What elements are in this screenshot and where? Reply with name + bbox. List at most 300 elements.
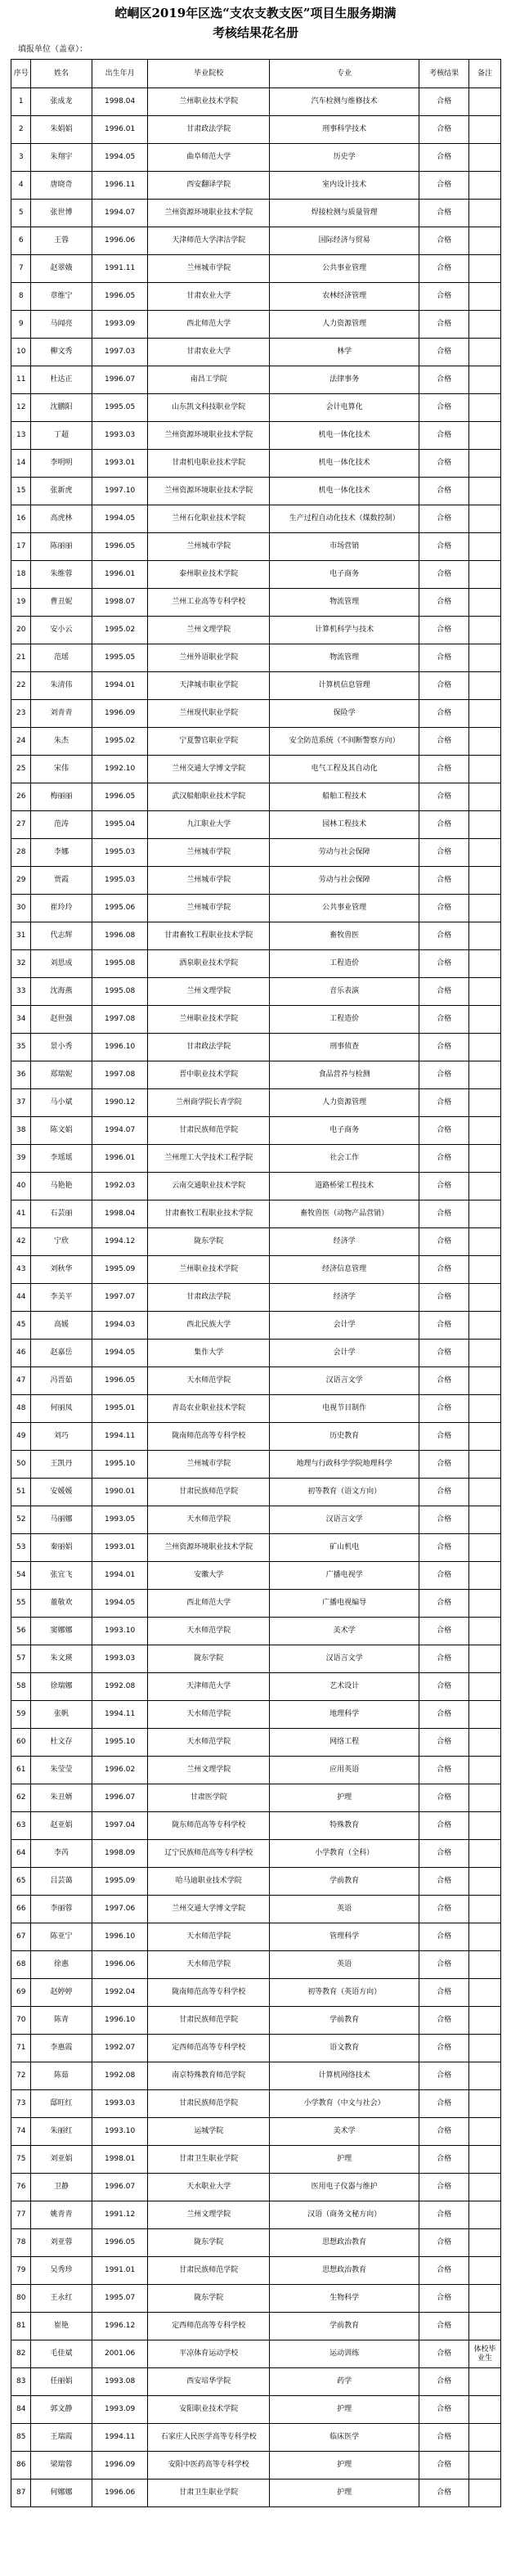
cell-school: 甘肃民族师范学院 (148, 2090, 270, 2118)
cell-major: 矿山机电 (270, 1534, 419, 1562)
cell-major: 园林工程技术 (270, 811, 419, 839)
cell-major: 公共事业管理 (270, 895, 419, 922)
cell-major: 电视节目制作 (270, 1395, 419, 1423)
cell-note (469, 2257, 501, 2285)
cell-note (469, 200, 501, 227)
cell-name: 李丽蓉 (31, 1896, 92, 1923)
cell-major: 经济学 (270, 1228, 419, 1256)
table-row (11, 2201, 501, 2229)
cell-result: 合格 (419, 339, 469, 366)
cell-note (469, 227, 501, 255)
cell-school: 甘肃政法学院 (148, 116, 270, 144)
cell-school: 天津城市职业学院 (148, 672, 270, 700)
cell-birth: 1991.11 (92, 255, 148, 283)
cell-index: 6 (11, 227, 31, 255)
cell-name: 董敬欢 (31, 1590, 92, 1618)
cell-major: 历史学 (270, 144, 419, 172)
cell-major: 国际经济与贸易 (270, 227, 419, 255)
cell-result: 合格 (419, 811, 469, 839)
cell-index: 56 (11, 1618, 31, 1645)
cell-school: 九江职业大学 (148, 811, 270, 839)
table-row (11, 1562, 501, 1590)
cell-name: 赵世强 (31, 1006, 92, 1034)
cell-birth: 1994.01 (92, 672, 148, 700)
cell-name: 沈海燕 (31, 978, 92, 1006)
cell-school: 天水师范学院 (148, 1367, 270, 1395)
cell-school: 安阳中医药高等专科学校 (148, 2452, 270, 2480)
cell-index: 66 (11, 1896, 31, 1923)
table-row (11, 1117, 501, 1145)
cell-note (469, 2285, 501, 2313)
cell-result: 合格 (419, 1173, 469, 1200)
cell-major: 市场营销 (270, 533, 419, 561)
header-major: 专业 (270, 60, 419, 88)
cell-result: 合格 (419, 1340, 469, 1367)
cell-note (469, 2062, 501, 2090)
cell-result: 合格 (419, 1840, 469, 1868)
cell-note (469, 1340, 501, 1367)
table-row (11, 1395, 501, 1423)
cell-name: 沈鹏阳 (31, 394, 92, 422)
cell-school: 兰州资源环境职业技术学院 (148, 200, 270, 227)
table-row (11, 839, 501, 867)
cell-birth: 1997.08 (92, 1006, 148, 1034)
cell-school: 平凉体育运动学校 (148, 2340, 270, 2368)
cell-name: 马闻亮 (31, 311, 92, 339)
cell-result: 合格 (419, 756, 469, 783)
cell-birth: 1996.06 (92, 1951, 148, 1979)
cell-school: 天津师范大学 (148, 1673, 270, 1701)
cell-note (469, 2174, 501, 2201)
cell-school: 甘肃畜牧工程职业技术学院 (148, 1200, 270, 1228)
cell-birth: 1996.06 (92, 227, 148, 255)
cell-school: 兰州文理学院 (148, 978, 270, 1006)
cell-birth: 1994.12 (92, 1228, 148, 1256)
cell-name: 秦丽娟 (31, 1534, 92, 1562)
table-row (11, 1590, 501, 1618)
cell-birth: 1993.03 (92, 422, 148, 450)
cell-index: 82 (11, 2340, 31, 2368)
cell-result: 合格 (419, 1200, 469, 1228)
cell-name: 张新虎 (31, 478, 92, 505)
table-row (11, 1034, 501, 1061)
cell-name: 徐惠 (31, 1951, 92, 1979)
cell-major: 特殊教育 (270, 1812, 419, 1840)
cell-note (469, 394, 501, 422)
cell-note (469, 1006, 501, 1034)
cell-note (469, 2229, 501, 2257)
cell-index: 11 (11, 366, 31, 394)
cell-name: 朱杰 (31, 728, 92, 756)
cell-birth: 1992.10 (92, 756, 148, 783)
cell-result: 合格 (419, 2396, 469, 2424)
cell-birth: 1996.08 (92, 922, 148, 950)
cell-birth: 1992.03 (92, 1173, 148, 1200)
cell-name: 丁超 (31, 422, 92, 450)
cell-school: 泰州职业技术学院 (148, 561, 270, 589)
cell-result: 合格 (419, 1506, 469, 1534)
cell-school: 兰州外语职业学院 (148, 644, 270, 672)
cell-result: 合格 (419, 867, 469, 895)
table-row (11, 366, 501, 394)
cell-school: 酒泉职业技术学院 (148, 950, 270, 978)
cell-index: 5 (11, 200, 31, 227)
cell-birth: 1994.11 (92, 2424, 148, 2452)
cell-birth: 1995.03 (92, 839, 148, 867)
cell-result: 合格 (419, 283, 469, 311)
cell-index: 33 (11, 978, 31, 1006)
header-note: 备注 (469, 60, 501, 88)
cell-name: 朱丑婿 (31, 1784, 92, 1812)
table-row (11, 1701, 501, 1729)
cell-name: 赵嘉岳 (31, 1340, 92, 1367)
table-row (11, 2118, 501, 2146)
cell-index: 72 (11, 2062, 31, 2090)
cell-note (469, 1367, 501, 1395)
cell-school: 兰州资源环境职业技术学院 (148, 478, 270, 505)
cell-school: 甘肃卫生职业学院 (148, 2146, 270, 2174)
table-row (11, 2062, 501, 2090)
table-row (11, 922, 501, 950)
cell-result: 合格 (419, 1228, 469, 1256)
cell-birth: 1996.02 (92, 1757, 148, 1784)
table-row (11, 1506, 501, 1534)
cell-note (469, 2007, 501, 2035)
cell-birth: 1993.10 (92, 2118, 148, 2146)
cell-result: 合格 (419, 1284, 469, 1312)
table-row (11, 1784, 501, 1812)
cell-birth: 1996.09 (92, 700, 148, 728)
cell-major: 网络工程 (270, 1729, 419, 1757)
cell-name: 朱翔宇 (31, 144, 92, 172)
cell-birth: 1996.05 (92, 1367, 148, 1395)
cell-school: 天水职业大学 (148, 2174, 270, 2201)
cell-result: 合格 (419, 1367, 469, 1395)
cell-major: 护理 (270, 2396, 419, 2424)
table-row (11, 505, 501, 533)
cell-index: 50 (11, 1451, 31, 1479)
cell-name: 李明明 (31, 450, 92, 478)
cell-index: 43 (11, 1256, 31, 1284)
cell-index: 41 (11, 1200, 31, 1228)
table-row (11, 311, 501, 339)
cell-index: 36 (11, 1061, 31, 1089)
cell-note (469, 1089, 501, 1117)
cell-school: 兰州资源环境职业技术学院 (148, 422, 270, 450)
cell-name: 陈青 (31, 2007, 92, 2035)
cell-major: 汉语言文学 (270, 1367, 419, 1395)
cell-index: 39 (11, 1145, 31, 1173)
cell-school: 陇东学院 (148, 2285, 270, 2313)
cell-school: 天水师范学院 (148, 1506, 270, 1534)
cell-name: 陈文娟 (31, 1117, 92, 1145)
cell-major: 人力资源管理 (270, 311, 419, 339)
cell-major: 经济学 (270, 1284, 419, 1312)
cell-birth: 1996.07 (92, 2174, 148, 2201)
cell-index: 81 (11, 2313, 31, 2340)
cell-note (469, 505, 501, 533)
header-birth: 出生年月 (92, 60, 148, 88)
table-row (11, 450, 501, 478)
cell-index: 17 (11, 533, 31, 561)
cell-index: 9 (11, 311, 31, 339)
cell-major: 农林经济管理 (270, 283, 419, 311)
cell-result: 合格 (419, 2146, 469, 2174)
cell-major: 广播电视编导 (270, 1590, 419, 1618)
cell-name: 何丽凤 (31, 1395, 92, 1423)
table-row (11, 2146, 501, 2174)
cell-result: 合格 (419, 2062, 469, 2090)
cell-name: 梁瑞蓉 (31, 2452, 92, 2480)
cell-major: 物流管理 (270, 589, 419, 617)
cell-result: 合格 (419, 978, 469, 1006)
cell-name: 范瑶 (31, 644, 92, 672)
cell-major: 电子商务 (270, 561, 419, 589)
cell-name: 刘亚蓉 (31, 2229, 92, 2257)
cell-major: 汉语（商务文秘方向） (270, 2201, 419, 2229)
cell-school: 西北师范大学 (148, 1590, 270, 1618)
cell-name: 曹丑妮 (31, 589, 92, 617)
cell-major: 初等教育（英语方向） (270, 1979, 419, 2007)
cell-index: 47 (11, 1367, 31, 1395)
cell-note (469, 783, 501, 811)
cell-major: 社会工作 (270, 1145, 419, 1173)
cell-name: 张成龙 (31, 88, 92, 116)
cell-result: 合格 (419, 478, 469, 505)
cell-result: 合格 (419, 1618, 469, 1645)
header-school: 毕业院校 (148, 60, 270, 88)
cell-note (469, 2480, 501, 2507)
cell-result: 合格 (419, 2452, 469, 2480)
cell-major: 语文教育 (270, 2035, 419, 2062)
cell-birth: 1995.08 (92, 950, 148, 978)
cell-result: 合格 (419, 2201, 469, 2229)
table-row (11, 1534, 501, 1562)
cell-index: 57 (11, 1645, 31, 1673)
cell-result: 合格 (419, 2424, 469, 2452)
cell-major: 刑事科学技术 (270, 116, 419, 144)
cell-major: 食品营养与检测 (270, 1061, 419, 1089)
cell-major: 生物科学 (270, 2285, 419, 2313)
cell-major: 物流管理 (270, 644, 419, 672)
cell-birth: 1996.09 (92, 2452, 148, 2480)
cell-note (469, 867, 501, 895)
cell-result: 合格 (419, 1590, 469, 1618)
cell-school: 天水师范学院 (148, 1618, 270, 1645)
cell-note (469, 617, 501, 644)
cell-major: 劳动与社会保障 (270, 867, 419, 895)
cell-name: 唐晓奇 (31, 172, 92, 200)
cell-birth: 1991.01 (92, 2257, 148, 2285)
cell-major: 人力资源管理 (270, 1089, 419, 1117)
cell-birth: 1994.01 (92, 1562, 148, 1590)
cell-name: 郑瑞妮 (31, 1061, 92, 1089)
cell-note (469, 1034, 501, 1061)
cell-index: 26 (11, 783, 31, 811)
cell-name: 毛佳斌 (31, 2340, 92, 2368)
table-row (11, 1145, 501, 1173)
cell-index: 70 (11, 2007, 31, 2035)
cell-note (469, 172, 501, 200)
table-row (11, 1423, 501, 1451)
cell-name: 杜文存 (31, 1729, 92, 1757)
table-row (11, 2007, 501, 2035)
table-row (11, 1868, 501, 1896)
table-row (11, 533, 501, 561)
cell-index: 2 (11, 116, 31, 144)
cell-index: 37 (11, 1089, 31, 1117)
cell-result: 合格 (419, 561, 469, 589)
cell-birth: 1994.07 (92, 1117, 148, 1145)
cell-index: 19 (11, 589, 31, 617)
cell-birth: 1994.05 (92, 1340, 148, 1367)
cell-index: 77 (11, 2201, 31, 2229)
cell-major: 管理科学 (270, 1923, 419, 1951)
table-row (11, 478, 501, 505)
cell-index: 7 (11, 255, 31, 283)
table-row (11, 2340, 501, 2368)
cell-result: 合格 (419, 839, 469, 867)
cell-name: 刘青青 (31, 700, 92, 728)
cell-note (469, 1395, 501, 1423)
cell-result: 合格 (419, 422, 469, 450)
cell-note (469, 255, 501, 283)
cell-index: 13 (11, 422, 31, 450)
cell-index: 20 (11, 617, 31, 644)
cell-school: 南昌工学院 (148, 366, 270, 394)
cell-note (469, 644, 501, 672)
cell-major: 临床医学 (270, 2424, 419, 2452)
cell-birth: 1995.03 (92, 867, 148, 895)
cell-index: 61 (11, 1757, 31, 1784)
table-row (11, 172, 501, 200)
table-row (11, 339, 501, 366)
cell-result: 合格 (419, 1451, 469, 1479)
cell-school: 甘肃民族师范学院 (148, 2257, 270, 2285)
table-row (11, 2257, 501, 2285)
cell-note (469, 2313, 501, 2340)
cell-birth: 1996.10 (92, 1923, 148, 1951)
cell-name: 陈茹 (31, 2062, 92, 2090)
cell-birth: 1990.12 (92, 1089, 148, 1117)
cell-index: 28 (11, 839, 31, 867)
cell-major: 广播电视学 (270, 1562, 419, 1590)
table-row (11, 1256, 501, 1284)
document-title (0, 0, 511, 43)
cell-note (469, 1061, 501, 1089)
cell-name: 李芮 (31, 1840, 92, 1868)
cell-result: 合格 (419, 1089, 469, 1117)
cell-birth: 1995.10 (92, 1729, 148, 1757)
cell-major: 会计学 (270, 1340, 419, 1367)
cell-result: 合格 (419, 2007, 469, 2035)
table-row (11, 144, 501, 172)
cell-name: 柳文秀 (31, 339, 92, 366)
cell-name: 贾霞 (31, 867, 92, 895)
cell-major: 英语 (270, 1896, 419, 1923)
cell-name: 王凯丹 (31, 1451, 92, 1479)
cell-result: 合格 (419, 2090, 469, 2118)
cell-name: 刘亚娟 (31, 2146, 92, 2174)
cell-index: 18 (11, 561, 31, 589)
cell-name: 杜达正 (31, 366, 92, 394)
cell-major: 电气工程及其自动化 (270, 756, 419, 783)
cell-note (469, 811, 501, 839)
cell-note (469, 1562, 501, 1590)
table-row (11, 1367, 501, 1395)
header-result: 考核结果 (419, 60, 469, 88)
cell-index: 48 (11, 1395, 31, 1423)
cell-note (469, 756, 501, 783)
cell-school: 甘肃医学院 (148, 1784, 270, 1812)
cell-result: 合格 (419, 2340, 469, 2368)
cell-result: 合格 (419, 1784, 469, 1812)
cell-note (469, 2035, 501, 2062)
cell-result: 合格 (419, 1868, 469, 1896)
cell-result: 合格 (419, 1395, 469, 1423)
cell-school: 兰州职业技术学院 (148, 88, 270, 116)
cell-school: 西安培华学院 (148, 2368, 270, 2396)
cell-school: 甘肃民族师范学院 (148, 1117, 270, 1145)
cell-major: 计算机科学与技术 (270, 617, 419, 644)
cell-note (469, 2396, 501, 2424)
cell-birth: 1993.01 (92, 450, 148, 478)
cell-birth: 1995.01 (92, 1395, 148, 1423)
cell-name: 刘秋华 (31, 1256, 92, 1284)
cell-result: 合格 (419, 644, 469, 672)
cell-name: 梅丽丽 (31, 783, 92, 811)
roster-body (11, 88, 501, 2507)
cell-birth: 1998.04 (92, 88, 148, 116)
cell-result: 合格 (419, 1256, 469, 1284)
cell-school: 甘肃机电职业技术学院 (148, 450, 270, 478)
cell-index: 68 (11, 1951, 31, 1979)
table-row (11, 950, 501, 978)
cell-birth: 1996.05 (92, 2229, 148, 2257)
cell-school: 宁夏警官职业学院 (148, 728, 270, 756)
cell-note (469, 1896, 501, 1923)
cell-birth: 1996.01 (92, 116, 148, 144)
table-row (11, 2090, 501, 2118)
cell-school: 甘肃农业大学 (148, 283, 270, 311)
table-row (11, 1312, 501, 1340)
cell-index: 24 (11, 728, 31, 756)
cell-note (469, 1228, 501, 1256)
cell-major: 工程造价 (270, 950, 419, 978)
cell-school: 甘肃政法学院 (148, 1284, 270, 1312)
cell-note (469, 1868, 501, 1896)
cell-note (469, 839, 501, 867)
cell-school: 甘肃畜牧工程职业技术学院 (148, 922, 270, 950)
table-row (11, 227, 501, 255)
cell-index: 53 (11, 1534, 31, 1562)
cell-name: 李瑶瑶 (31, 1145, 92, 1173)
cell-result: 合格 (419, 2118, 469, 2146)
cell-birth: 1996.12 (92, 2313, 148, 2340)
cell-school: 陇南师范高等专科学校 (148, 1979, 270, 2007)
cell-index: 38 (11, 1117, 31, 1145)
cell-school: 兰州城市学院 (148, 533, 270, 561)
cell-result: 合格 (419, 1312, 469, 1340)
cell-major: 护理 (270, 2452, 419, 2480)
table-row (11, 2368, 501, 2396)
cell-birth: 1997.06 (92, 1896, 148, 1923)
cell-birth: 1994.05 (92, 1590, 148, 1618)
cell-name: 邸旺红 (31, 2090, 92, 2118)
table-row (11, 617, 501, 644)
cell-name: 朱丽红 (31, 2118, 92, 2146)
cell-index: 86 (11, 2452, 31, 2480)
